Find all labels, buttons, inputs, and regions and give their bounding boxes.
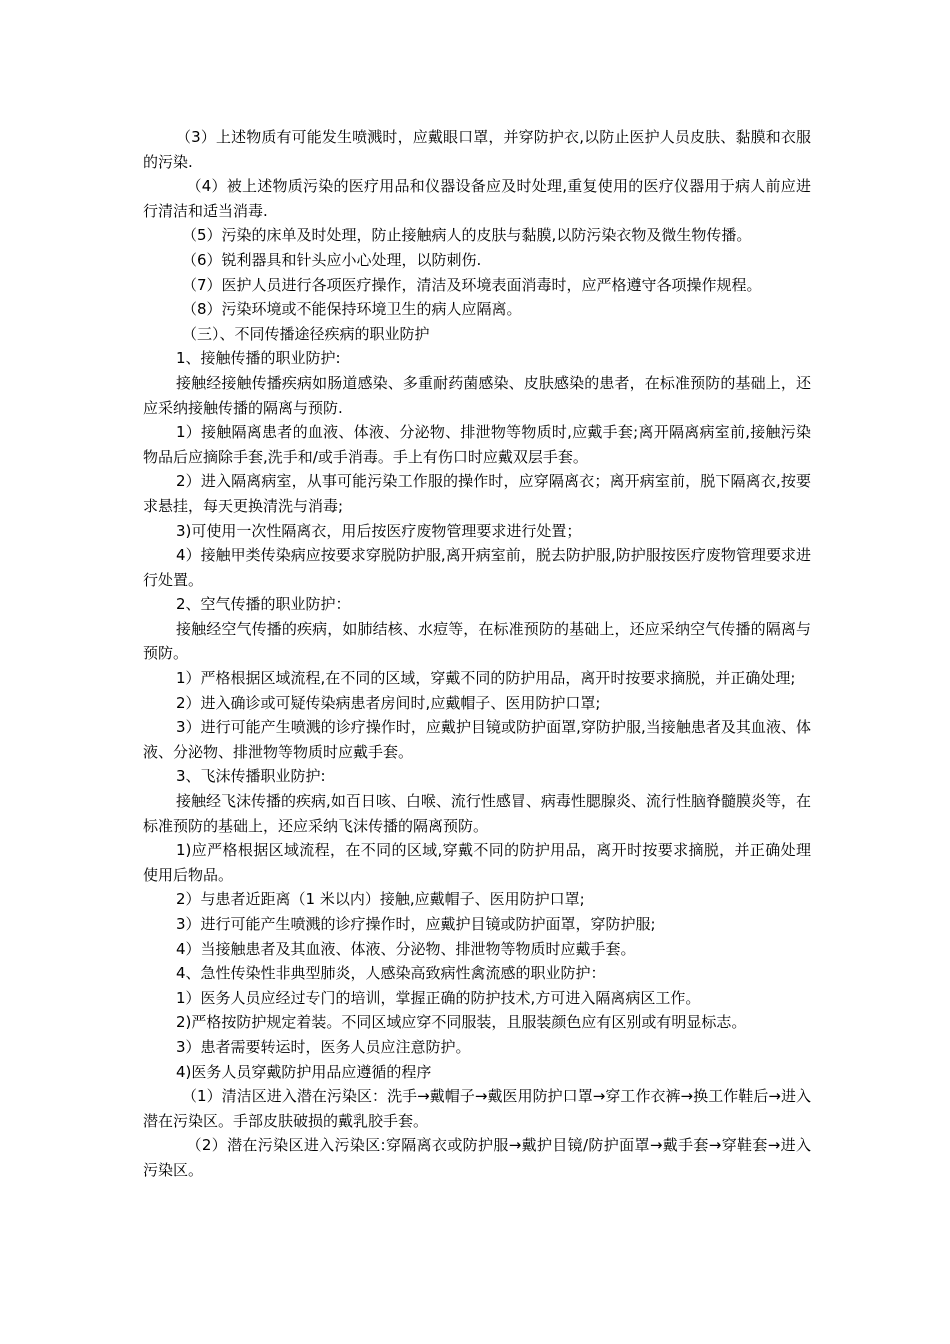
paragraph: 4）当接触患者及其血液、体液、分泌物、排泄物等物质时应戴手套。 <box>176 939 636 958</box>
paragraph: 1）严格根据区域流程,在不同的区域，穿戴不同的防护用品，离开时按要求摘脱，并正确处理; <box>176 669 796 688</box>
paragraph: 4)医务人员穿戴防护用品应遵循的程序 <box>176 1062 432 1081</box>
paragraph: （8）污染环境或不能保持环境卫生的病人应隔离。 <box>182 300 522 319</box>
paragraph: （2）潜在污染区进入污染区:穿隔离衣或防护服→戴护目镜/防护面罩→戴手套→穿鞋套→进入污染区。 <box>143 1136 811 1179</box>
paragraph: 3、飞沫传播职业防护: <box>176 767 326 786</box>
paragraph: 4、急性传染性非典型肺炎，人感染高致病性禽流感的职业防护： <box>176 964 606 983</box>
paragraph: 2）进入确诊或可疑传染病患者房间时,应戴帽子、医用防护口罩; <box>176 693 601 712</box>
paragraph: 1、接触传播的职业防护: <box>176 349 341 368</box>
paragraph: 3)可使用一次性隔离衣，用后按医疗废物管理要求进行处置； <box>176 521 582 540</box>
paragraph: 接触经接触传播疾病如肠道感染、多重耐药菌感染、皮肤感染的患者，在标准预防的基础上，还应采纳接触传播的隔离与预防. <box>143 373 811 417</box>
paragraph: （3）上述物质有可能发生喷溅时，应戴眼口罩，并穿防护衣,以防止医护人员皮肤、黏膜和衣服的污染. <box>143 128 811 171</box>
paragraph: 3）进行可能产生喷溅的诊疗操作时，应戴护目镜或防护面罩,穿防护服,当接触患者及其血液、体液、分泌物、排泄物等物质时应戴手套。 <box>143 718 811 761</box>
paragraph: （4）被上述物质污染的医疗用品和仪器设备应及时处理,重复使用的医疗仪器用于病人前应进行清洁和适当消毒. <box>143 177 811 220</box>
paragraph: 1）接触隔离患者的血液、体液、分泌物、排泄物等物质时,应戴手套;离开隔离病室前,接触污染物品后应摘除手套,洗手和/或手消毒。手上有伤口时应戴双层手套。 <box>143 423 811 466</box>
paragraph: 接触经空气传播的疾病，如肺结核、水痘等，在标准预防的基础上，还应采纳空气传播的隔离与预防。 <box>143 619 811 663</box>
paragraph: 4）接触甲类传染病应按要求穿脱防护服,离开病室前，脱去防护服,防护服按医疗废物管理要求进行处置。 <box>143 546 811 589</box>
paragraph: （7）医护人员进行各项医疗操作，清洁及环境表面消毒时，应严格遵守各项操作规程。 <box>182 275 762 294</box>
paragraph: 1）医务人员应经过专门的培训，掌握正确的防护技术,方可进入隔离病区工作。 <box>176 988 701 1007</box>
paragraph: （1）清洁区进入潜在污染区：洗手→戴帽子→戴医用防护口罩→穿工作衣裤→换工作鞋后→进入潜在污染区。手部皮肤破损的戴乳胶手套。 <box>143 1087 811 1130</box>
paragraph: 3）进行可能产生喷溅的诊疗操作时，应戴护目镜或防护面罩，穿防护服; <box>176 915 656 933</box>
paragraph: 2）进入隔离病室，从事可能污染工作服的操作时，应穿隔离衣；离开病室前，脱下隔离衣,按要求悬挂，每天更换清洗与消毒; <box>143 472 811 515</box>
paragraph: （5）污染的床单及时处理，防止接触病人的皮肤与黏膜,以防污染衣物及微生物传播。 <box>182 226 752 245</box>
paragraph: 2)严格按防护规定着装。不同区域应穿不同服装，且服装颜色应有区别或有明显标志。 <box>176 1013 747 1032</box>
paragraph: （三）、不同传播途径疾病的职业防护 <box>182 324 430 343</box>
document-body <box>143 125 811 1183</box>
paragraph: （6）锐利器具和针头应小心处理，以防刺伤. <box>182 250 482 269</box>
paragraph: 2）与患者近距离（1 米以内）接触,应戴帽子、医用防护口罩; <box>176 890 585 909</box>
paragraph: 3）患者需要转运时，医务人员应注意防护。 <box>176 1037 471 1056</box>
paragraph: 接触经飞沫传播的疾病,如百日咳、白喉、流行性感冒、病毒性腮腺炎、流行性脑脊髓膜炎等，在标准预防的基础上，还应采纳飞沫传播的隔离预防。 <box>143 792 811 835</box>
paragraph: 2、空气传播的职业防护： <box>176 595 351 614</box>
paragraph: 1)应严格根据区域流程，在不同的区域,穿戴不同的防护用品，离开时按要求摘脱，并正确处理使用后物品。 <box>143 841 811 884</box>
